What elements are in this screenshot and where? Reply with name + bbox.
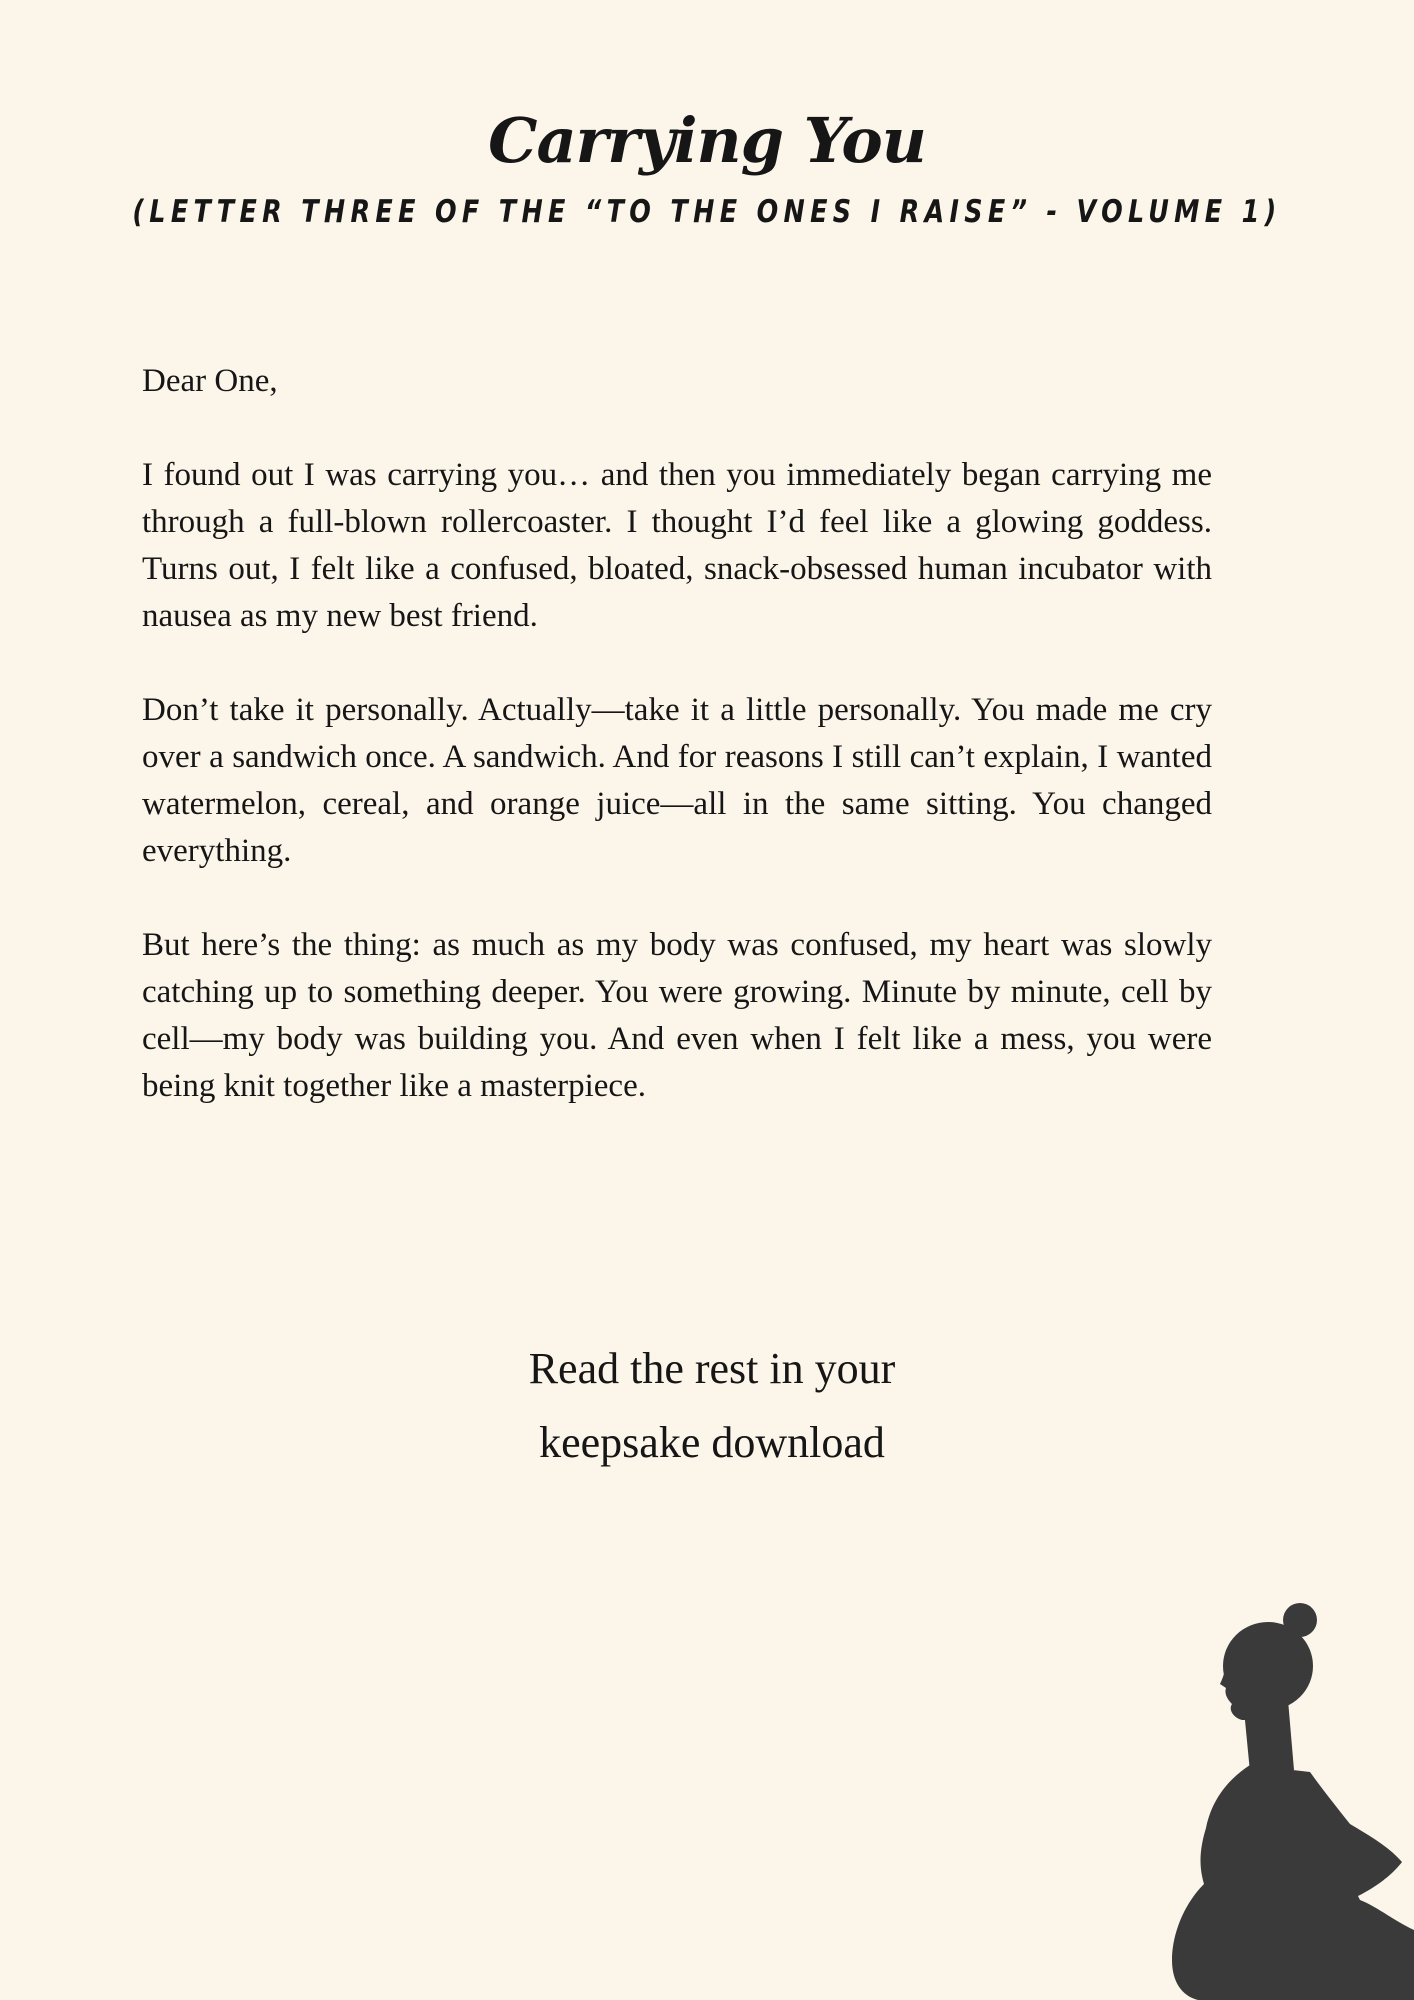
cta-line-2: keepsake download	[539, 1418, 885, 1467]
cta-line-1: Read the rest in your	[528, 1344, 896, 1393]
pregnant-woman-silhouette-icon	[1170, 1600, 1414, 2000]
keepsake-call-to-action	[0, 1332, 1414, 1480]
letter-paragraph-3: But here’s the thing: as much as my body was confused, my heart was slowly catching up to something deeper. You were growing. Minute by minute, cell by cell—my body was building you. And even when I felt like a mess, you were being knit together like a masterpiece.	[142, 927, 1212, 1104]
letter-paragraph-2: Don’t take it personally. Actually—take it a little personally. You made me cry over a sandwich once. A sandwich. And for reasons I still can’t explain, I wanted watermelon, cereal, and orange juice—all in the same sitting. You changed everything.	[142, 692, 1212, 869]
letter-paragraph-1: I found out I was carrying you… and then you immediately began carrying me through a full-blown rollercoaster. I thought I’d feel like a glowing goddess. Turns out, I felt like a confused, bloated, snack-obsessed human incubator with nausea as my new best friend.	[142, 457, 1212, 634]
letter-body	[142, 358, 1212, 1157]
letter-greeting: Dear One,	[142, 363, 278, 399]
page-subtitle: (LETTER THREE OF THE “TO THE ONES I RAISE” - VOLUME 1)	[132, 194, 1282, 230]
page-title: Carrying You	[488, 104, 926, 177]
